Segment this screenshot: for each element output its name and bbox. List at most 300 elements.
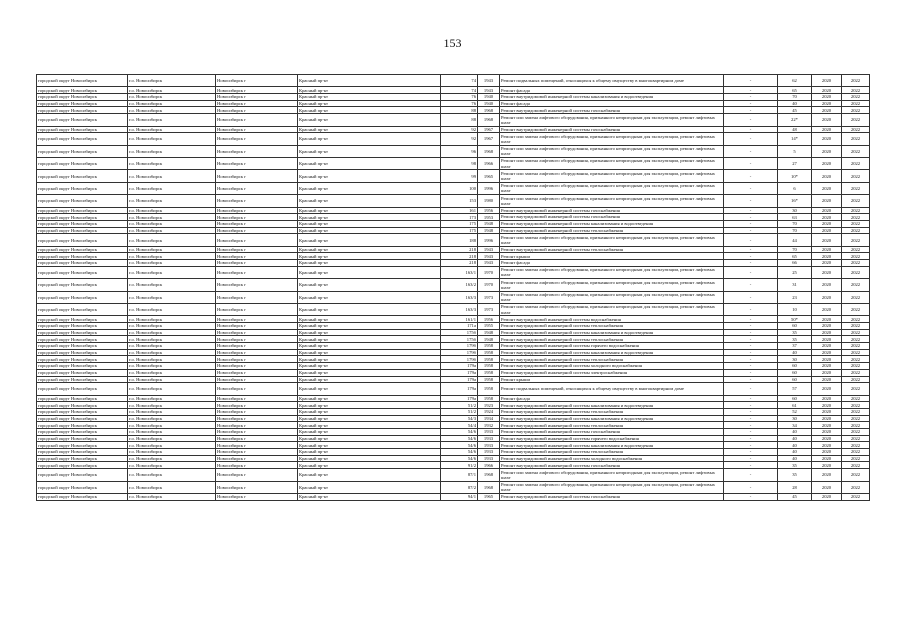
municipal-district-cell: городской округ Новосибирск <box>37 182 128 194</box>
placeholder-cell: - <box>724 493 778 500</box>
house-number-cell: 54/6 <box>441 435 478 442</box>
house-number-cell: 179б <box>441 356 478 363</box>
house-number-cell: 54/4 <box>441 422 478 429</box>
settlement-cell: г.о. Новосибирск <box>128 323 216 330</box>
placeholder-cell: - <box>724 227 778 234</box>
work-type-cell: Ремонт или замена лифтового оборудования, признанного непригодным для эксплуатации, ремонт лифтовых шахт <box>500 145 724 157</box>
work-type-cell: Ремонт или замена лифтового оборудования, признанного непригодным для эксплуатации, ремонт лифтовых шахт <box>500 182 724 194</box>
work-type-cell: Ремонт внутридомовой инженерной системы канализования и водоотведения <box>500 329 724 336</box>
amount-cell: 57 <box>778 383 812 395</box>
placeholder-cell: - <box>724 469 778 481</box>
start-year-cell: 2020 <box>812 133 842 145</box>
table-row <box>37 316 870 323</box>
amount-cell: 16* <box>778 195 812 207</box>
settlement-cell: г.о. Новосибирск <box>128 395 216 402</box>
settlement-cell: г.о. Новосибирск <box>128 336 216 343</box>
settlement-cell: г.о. Новосибирск <box>128 449 216 456</box>
table-row <box>37 145 870 157</box>
municipal-district-cell: городской округ Новосибирск <box>37 442 128 449</box>
street-cell: Красный пр-кт <box>298 336 441 343</box>
table-row <box>37 408 870 415</box>
municipal-district-cell: городской округ Новосибирск <box>37 493 128 500</box>
amount-cell: 23 <box>778 291 812 303</box>
table-row <box>37 182 870 194</box>
end-year-cell: 2022 <box>842 429 870 436</box>
amount-cell: 30 <box>778 415 812 422</box>
settlement-cell: г.о. Новосибирск <box>128 114 216 126</box>
start-year-cell: 2020 <box>812 449 842 456</box>
end-year-cell: 2022 <box>842 415 870 422</box>
municipal-district-cell: городской округ Новосибирск <box>37 415 128 422</box>
table-row <box>37 395 870 402</box>
street-cell: Красный пр-кт <box>298 435 441 442</box>
work-type-cell: Ремонт внутридомовой инженерной системы холодного водоснабжения <box>500 363 724 370</box>
start-year-cell: 2020 <box>812 158 842 170</box>
table-row <box>37 253 870 260</box>
start-year-cell: 2020 <box>812 107 842 114</box>
street-cell: Красный пр-кт <box>298 114 441 126</box>
house-number-cell: 218 <box>441 260 478 267</box>
settlement-cell: г.о. Новосибирск <box>128 227 216 234</box>
settlement-cell: г.о. Новосибирск <box>128 291 216 303</box>
street-cell: Красный пр-кт <box>298 349 441 356</box>
city-cell: Новосибирск г <box>216 266 298 278</box>
build-year-cell: 1948 <box>478 220 500 227</box>
placeholder-cell: - <box>724 266 778 278</box>
municipal-district-cell: городской округ Новосибирск <box>37 363 128 370</box>
end-year-cell: 2022 <box>842 234 870 246</box>
municipal-district-cell: городской округ Новосибирск <box>37 408 128 415</box>
table-row <box>37 234 870 246</box>
house-number-cell: 218 <box>441 253 478 260</box>
amount-cell: 60 <box>778 323 812 330</box>
house-number-cell: 179а <box>441 369 478 376</box>
city-cell: Новосибирск г <box>216 207 298 214</box>
placeholder-cell: - <box>724 481 778 493</box>
table-row <box>37 369 870 376</box>
amount-cell: 35 <box>778 329 812 336</box>
placeholder-cell: - <box>724 145 778 157</box>
work-type-cell: Ремонт внутридомовой инженерной системы теплоснабжения <box>500 408 724 415</box>
amount-cell: 63 <box>778 214 812 221</box>
end-year-cell: 2022 <box>842 227 870 234</box>
start-year-cell: 2020 <box>812 343 842 350</box>
placeholder-cell: - <box>724 383 778 395</box>
settlement-cell: г.о. Новосибирск <box>128 107 216 114</box>
build-year-cell: 1966 <box>478 462 500 469</box>
start-year-cell: 2020 <box>812 329 842 336</box>
settlement-cell: г.о. Новосибирск <box>128 493 216 500</box>
table-row <box>37 455 870 462</box>
start-year-cell: 2020 <box>812 455 842 462</box>
table-row <box>37 356 870 363</box>
street-cell: Красный пр-кт <box>298 133 441 145</box>
placeholder-cell: - <box>724 253 778 260</box>
work-type-cell: Ремонт внутридомовой инженерной системы канализования и водоотведения <box>500 442 724 449</box>
table-row <box>37 449 870 456</box>
municipal-district-cell: городской округ Новосибирск <box>37 207 128 214</box>
work-type-cell: Ремонт или замена лифтового оборудования, признанного непригодным для эксплуатации, ремонт лифтовых шахт <box>500 234 724 246</box>
city-cell: Новосибирск г <box>216 415 298 422</box>
table-row <box>37 75 870 87</box>
work-type-cell: Ремонт внутридомовой инженерной системы водоснабжения <box>500 316 724 323</box>
start-year-cell: 2020 <box>812 207 842 214</box>
start-year-cell: 2020 <box>812 435 842 442</box>
capital-repair-table <box>36 74 870 501</box>
work-type-cell: Ремонт или замена лифтового оборудования, признанного непригодным для эксплуатации, ремонт лифтовых шахт <box>500 195 724 207</box>
end-year-cell: 2022 <box>842 253 870 260</box>
settlement-cell: г.о. Новосибирск <box>128 376 216 383</box>
city-cell: Новосибирск г <box>216 133 298 145</box>
table-row <box>37 170 870 182</box>
municipal-district-cell: городской округ Новосибирск <box>37 145 128 157</box>
city-cell: Новосибирск г <box>216 402 298 409</box>
house-number-cell: 88 <box>441 114 478 126</box>
street-cell: Красный пр-кт <box>298 481 441 493</box>
start-year-cell: 2020 <box>812 469 842 481</box>
settlement-cell: г.о. Новосибирск <box>128 182 216 194</box>
build-year-cell: 1943 <box>478 75 500 87</box>
city-cell: Новосибирск г <box>216 253 298 260</box>
placeholder-cell: - <box>724 279 778 291</box>
street-cell: Красный пр-кт <box>298 207 441 214</box>
amount-cell: 40 <box>778 442 812 449</box>
placeholder-cell: - <box>724 195 778 207</box>
municipal-district-cell: городской округ Новосибирск <box>37 260 128 267</box>
settlement-cell: г.о. Новосибирск <box>128 214 216 221</box>
work-type-cell: Ремонт или замена лифтового оборудования, признанного непригодным для эксплуатации, ремонт лифтовых шахт <box>500 266 724 278</box>
municipal-district-cell: городской округ Новосибирск <box>37 449 128 456</box>
settlement-cell: г.о. Новосибирск <box>128 126 216 133</box>
street-cell: Красный пр-кт <box>298 455 441 462</box>
municipal-district-cell: городской округ Новосибирск <box>37 100 128 107</box>
city-cell: Новосибирск г <box>216 291 298 303</box>
house-number-cell: 51/2 <box>441 408 478 415</box>
start-year-cell: 2020 <box>812 422 842 429</box>
work-type-cell: Ремонт внутридомовой инженерной системы горячего водоснабжения <box>500 435 724 442</box>
build-year-cell: 1943 <box>478 260 500 267</box>
work-type-cell: Ремонт внутридомовой инженерной системы канализования и водоотведения <box>500 349 724 356</box>
house-number-cell: 179б <box>441 349 478 356</box>
street-cell: Красный пр-кт <box>298 87 441 94</box>
city-cell: Новосибирск г <box>216 442 298 449</box>
table-row <box>37 246 870 253</box>
work-type-cell: Ремонт подвальных помещений, относящихся к общему имуществу в многоквартирном доме <box>500 75 724 87</box>
table-row <box>37 429 870 436</box>
city-cell: Новосибирск г <box>216 145 298 157</box>
settlement-cell: г.о. Новосибирск <box>128 462 216 469</box>
house-number-cell: 175б <box>441 336 478 343</box>
table-row <box>37 220 870 227</box>
build-year-cell: 1958 <box>478 363 500 370</box>
amount-cell: 30 <box>778 356 812 363</box>
end-year-cell: 2022 <box>842 214 870 221</box>
municipal-district-cell: городской округ Новосибирск <box>37 253 128 260</box>
street-cell: Красный пр-кт <box>298 75 441 87</box>
amount-cell: 35 <box>778 469 812 481</box>
build-year-cell: 1968 <box>478 107 500 114</box>
work-type-cell: Ремонт внутридомовой инженерной системы теплоснабжения <box>500 449 724 456</box>
house-number-cell: 179а <box>441 395 478 402</box>
work-type-cell: Ремонт или замена лифтового оборудования, признанного непригодным для эксплуатации, ремонт лифтовых шахт <box>500 114 724 126</box>
municipal-district-cell: городской округ Новосибирск <box>37 279 128 291</box>
municipal-district-cell: городской округ Новосибирск <box>37 349 128 356</box>
end-year-cell: 2022 <box>842 383 870 395</box>
table-row <box>37 349 870 356</box>
settlement-cell: г.о. Новосибирск <box>128 435 216 442</box>
build-year-cell: 1933 <box>478 455 500 462</box>
start-year-cell: 2020 <box>812 383 842 395</box>
build-year-cell: 1924 <box>478 408 500 415</box>
amount-cell: 70 <box>778 227 812 234</box>
city-cell: Новосибирск г <box>216 75 298 87</box>
settlement-cell: г.о. Новосибирск <box>128 422 216 429</box>
build-year-cell: 1933 <box>478 429 500 436</box>
house-number-cell: 99 <box>441 170 478 182</box>
city-cell: Новосибирск г <box>216 323 298 330</box>
amount-cell: 40 <box>778 455 812 462</box>
build-year-cell: 1970 <box>478 266 500 278</box>
street-cell: Красный пр-кт <box>298 126 441 133</box>
amount-cell: 40 <box>778 435 812 442</box>
street-cell: Красный пр-кт <box>298 214 441 221</box>
city-cell: Новосибирск г <box>216 449 298 456</box>
placeholder-cell: - <box>724 415 778 422</box>
street-cell: Красный пр-кт <box>298 376 441 383</box>
street-cell: Красный пр-кт <box>298 234 441 246</box>
amount-cell: 22* <box>778 114 812 126</box>
end-year-cell: 2022 <box>842 100 870 107</box>
amount-cell: 50* <box>778 316 812 323</box>
placeholder-cell: - <box>724 170 778 182</box>
table-row <box>37 323 870 330</box>
street-cell: Красный пр-кт <box>298 415 441 422</box>
settlement-cell: г.о. Новосибирск <box>128 133 216 145</box>
house-number-cell: 179а <box>441 376 478 383</box>
house-number-cell: 54/6 <box>441 442 478 449</box>
table-row <box>37 303 870 315</box>
municipal-district-cell: городской округ Новосибирск <box>37 214 128 221</box>
page-number: 153 <box>443 36 462 50</box>
table-row <box>37 87 870 94</box>
municipal-district-cell: городской округ Новосибирск <box>37 107 128 114</box>
placeholder-cell: - <box>724 395 778 402</box>
table-row <box>37 158 870 170</box>
end-year-cell: 2022 <box>842 493 870 500</box>
work-type-cell: Ремонт внутридомовой инженерной системы теплоснабжения <box>500 336 724 343</box>
amount-cell: 45 <box>778 493 812 500</box>
placeholder-cell: - <box>724 291 778 303</box>
start-year-cell: 2020 <box>812 126 842 133</box>
house-number-cell: 54/3 <box>441 415 478 422</box>
city-cell: Новосибирск г <box>216 336 298 343</box>
settlement-cell: г.о. Новосибирск <box>128 279 216 291</box>
settlement-cell: г.о. Новосибирск <box>128 260 216 267</box>
end-year-cell: 2022 <box>842 94 870 101</box>
placeholder-cell: - <box>724 402 778 409</box>
build-year-cell: 1965 <box>478 493 500 500</box>
settlement-cell: г.о. Новосибирск <box>128 415 216 422</box>
amount-cell: 60 <box>778 376 812 383</box>
municipal-district-cell: городской округ Новосибирск <box>37 266 128 278</box>
placeholder-cell: - <box>724 462 778 469</box>
work-type-cell: Ремонт внутридомовой инженерной системы канализования и водоотведения <box>500 402 724 409</box>
municipal-district-cell: городской округ Новосибирск <box>37 323 128 330</box>
work-type-cell: Ремонт или замена лифтового оборудования, признанного непригодным для эксплуатации, ремонт лифтовых шахт <box>500 303 724 315</box>
table-row <box>37 126 870 133</box>
placeholder-cell: - <box>724 442 778 449</box>
house-number-cell: 91/2 <box>441 462 478 469</box>
placeholder-cell: - <box>724 376 778 383</box>
build-year-cell: 1923 <box>478 402 500 409</box>
street-cell: Красный пр-кт <box>298 291 441 303</box>
street-cell: Красный пр-кт <box>298 408 441 415</box>
street-cell: Красный пр-кт <box>298 170 441 182</box>
street-cell: Красный пр-кт <box>298 260 441 267</box>
amount-cell: 60 <box>778 395 812 402</box>
end-year-cell: 2022 <box>842 369 870 376</box>
settlement-cell: г.о. Новосибирск <box>128 170 216 182</box>
amount-cell: 27 <box>778 158 812 170</box>
work-type-cell: Ремонт внутридомовой инженерной системы теплоснабжения <box>500 323 724 330</box>
amount-cell: 40 <box>778 429 812 436</box>
house-number-cell: 153 <box>441 195 478 207</box>
settlement-cell: г.о. Новосибирск <box>128 94 216 101</box>
build-year-cell: 1965 <box>478 170 500 182</box>
city-cell: Новосибирск г <box>216 462 298 469</box>
start-year-cell: 2020 <box>812 220 842 227</box>
municipal-district-cell: городской округ Новосибирск <box>37 220 128 227</box>
build-year-cell: 1933 <box>478 435 500 442</box>
city-cell: Новосибирск г <box>216 422 298 429</box>
work-type-cell: Ремонт внутридомовой инженерной системы электроснабжения <box>500 369 724 376</box>
street-cell: Красный пр-кт <box>298 303 441 315</box>
city-cell: Новосибирск г <box>216 369 298 376</box>
build-year-cell: 1958 <box>478 369 500 376</box>
end-year-cell: 2022 <box>842 260 870 267</box>
settlement-cell: г.о. Новосибирск <box>128 266 216 278</box>
amount-cell: 66 <box>778 260 812 267</box>
end-year-cell: 2022 <box>842 469 870 481</box>
house-number-cell: 163/1 <box>441 266 478 278</box>
work-type-cell: Ремонт или замена лифтового оборудования, признанного непригодным для эксплуатации, ремонт лифтовых шахт <box>500 481 724 493</box>
start-year-cell: 2020 <box>812 323 842 330</box>
end-year-cell: 2022 <box>842 343 870 350</box>
municipal-district-cell: городской округ Новосибирск <box>37 395 128 402</box>
settlement-cell: г.о. Новосибирск <box>128 363 216 370</box>
settlement-cell: г.о. Новосибирск <box>128 469 216 481</box>
city-cell: Новосибирск г <box>216 214 298 221</box>
work-type-cell: Ремонт крыши <box>500 253 724 260</box>
street-cell: Красный пр-кт <box>298 363 441 370</box>
municipal-district-cell: городской округ Новосибирск <box>37 303 128 315</box>
city-cell: Новосибирск г <box>216 329 298 336</box>
amount-cell: 70 <box>778 94 812 101</box>
municipal-district-cell: городской округ Новосибирск <box>37 455 128 462</box>
city-cell: Новосибирск г <box>216 107 298 114</box>
settlement-cell: г.о. Новосибирск <box>128 220 216 227</box>
amount-cell: 45 <box>778 107 812 114</box>
end-year-cell: 2022 <box>842 133 870 145</box>
work-type-cell: Ремонт фасада <box>500 100 724 107</box>
end-year-cell: 2022 <box>842 422 870 429</box>
city-cell: Новосибирск г <box>216 356 298 363</box>
municipal-district-cell: городской округ Новосибирск <box>37 234 128 246</box>
placeholder-cell: - <box>724 220 778 227</box>
placeholder-cell: - <box>724 422 778 429</box>
street-cell: Красный пр-кт <box>298 395 441 402</box>
end-year-cell: 2022 <box>842 158 870 170</box>
street-cell: Красный пр-кт <box>298 402 441 409</box>
street-cell: Красный пр-кт <box>298 493 441 500</box>
placeholder-cell: - <box>724 316 778 323</box>
end-year-cell: 2022 <box>842 481 870 493</box>
end-year-cell: 2022 <box>842 75 870 87</box>
end-year-cell: 2022 <box>842 170 870 182</box>
house-number-cell: 175 <box>441 227 478 234</box>
street-cell: Красный пр-кт <box>298 383 441 395</box>
work-type-cell: Ремонт или замена лифтового оборудования, признанного непригодным для эксплуатации, ремонт лифтовых шахт <box>500 469 724 481</box>
placeholder-cell: - <box>724 114 778 126</box>
amount-cell: 62 <box>778 75 812 87</box>
street-cell: Красный пр-кт <box>298 266 441 278</box>
table-row <box>37 214 870 221</box>
placeholder-cell: - <box>724 363 778 370</box>
street-cell: Красный пр-кт <box>298 107 441 114</box>
work-type-cell: Ремонт внутридомовой инженерной системы теплоснабжения <box>500 356 724 363</box>
city-cell: Новосибирск г <box>216 469 298 481</box>
settlement-cell: г.о. Новосибирск <box>128 402 216 409</box>
city-cell: Новосибирск г <box>216 303 298 315</box>
start-year-cell: 2020 <box>812 94 842 101</box>
start-year-cell: 2020 <box>812 369 842 376</box>
house-number-cell: 87/2 <box>441 481 478 493</box>
settlement-cell: г.о. Новосибирск <box>128 246 216 253</box>
work-type-cell: Ремонт внутридомовой инженерной системы газоснабжения <box>500 126 724 133</box>
house-number-cell: 173 <box>441 214 478 221</box>
table-row <box>37 207 870 214</box>
city-cell: Новосибирск г <box>216 343 298 350</box>
amount-cell: 52 <box>778 408 812 415</box>
start-year-cell: 2020 <box>812 87 842 94</box>
start-year-cell: 2020 <box>812 363 842 370</box>
amount-cell: 61 <box>778 402 812 409</box>
street-cell: Красный пр-кт <box>298 100 441 107</box>
table-row <box>37 94 870 101</box>
table-row <box>37 435 870 442</box>
placeholder-cell: - <box>724 349 778 356</box>
amount-cell: 60 <box>778 363 812 370</box>
house-number-cell: 88 <box>441 107 478 114</box>
start-year-cell: 2020 <box>812 442 842 449</box>
table-row <box>37 260 870 267</box>
table-row <box>37 114 870 126</box>
build-year-cell: 1953 <box>478 214 500 221</box>
house-number-cell: 171а <box>441 323 478 330</box>
build-year-cell: 1934 <box>478 415 500 422</box>
end-year-cell: 2022 <box>842 376 870 383</box>
municipal-district-cell: городской округ Новосибирск <box>37 356 128 363</box>
build-year-cell: 1958 <box>478 356 500 363</box>
end-year-cell: 2022 <box>842 349 870 356</box>
municipal-district-cell: городской округ Новосибирск <box>37 75 128 87</box>
house-number-cell: 161 <box>441 207 478 214</box>
settlement-cell: г.о. Новосибирск <box>128 75 216 87</box>
street-cell: Красный пр-кт <box>298 462 441 469</box>
table-row <box>37 329 870 336</box>
placeholder-cell: - <box>724 323 778 330</box>
settlement-cell: г.о. Новосибирск <box>128 195 216 207</box>
